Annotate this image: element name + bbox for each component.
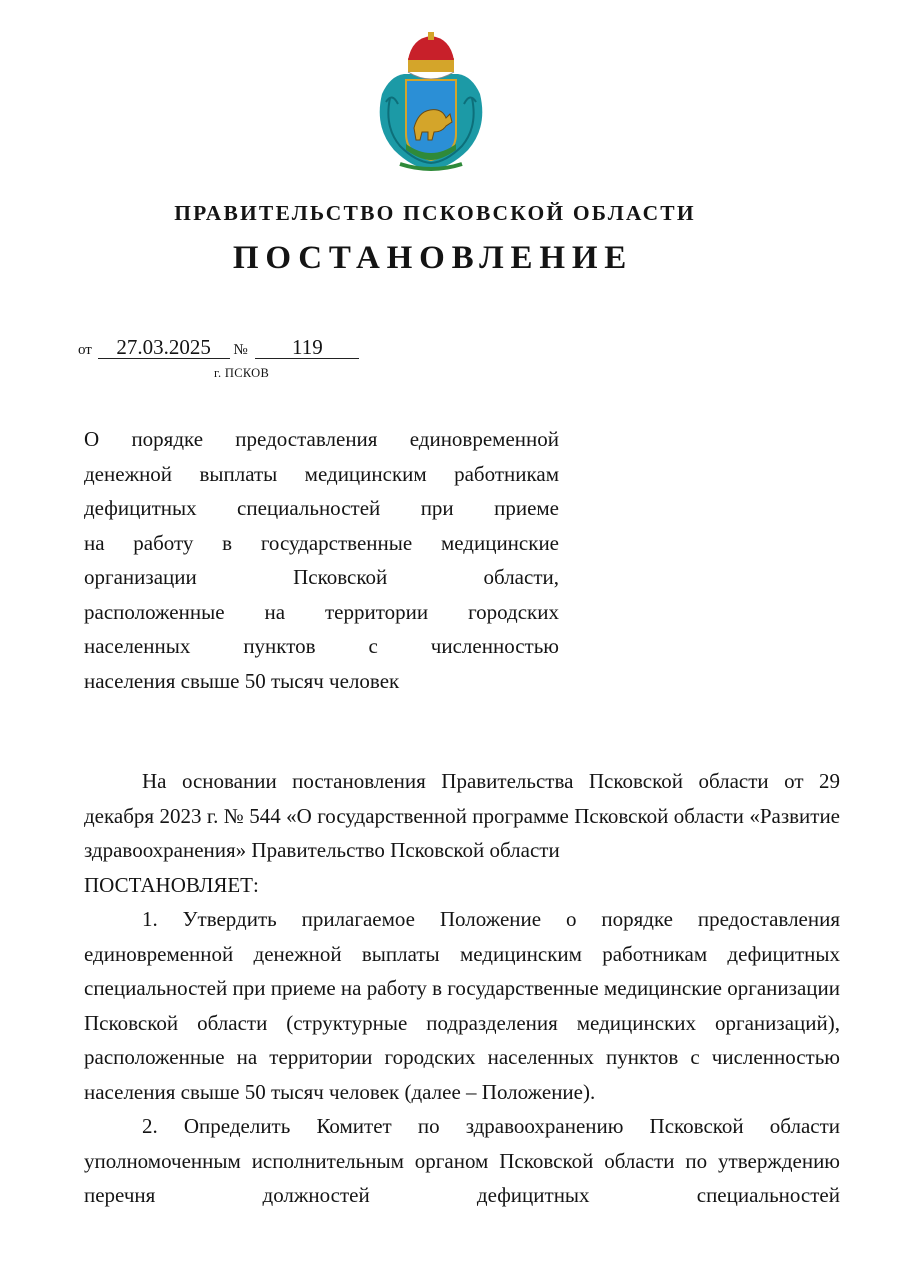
- document-subject: [84, 422, 559, 698]
- date-number-line: [78, 336, 359, 359]
- document-number: 119: [255, 336, 359, 359]
- subject-line: населения свыше 50 тысяч человек: [84, 668, 400, 693]
- city: г. ПСКОВ: [214, 366, 270, 380]
- subject-line: на работу в государственные медицинские: [84, 530, 559, 555]
- item-2-paragraph: 2. Определить Комитет по здравоохранению Псковской области уполномоченным исполнительным органом Псковской области по утверждению перечня должностей дефицитных специальностей: [84, 1114, 840, 1207]
- document-body: [84, 764, 840, 1213]
- from-label: от: [78, 342, 92, 358]
- number-label: №: [233, 342, 248, 358]
- subject-line: дефицитных специальностей при приеме: [84, 496, 559, 520]
- subject-line: денежной выплаты медицинским работникам: [84, 461, 559, 486]
- government-title: ПРАВИТЕЛЬСТВО ПСКОВСКОЙ ОБЛАСТИ: [174, 201, 696, 225]
- subject-line: расположенные на территории городских: [84, 599, 559, 624]
- subject-line: населенных пунктов с численностью: [84, 634, 559, 658]
- subject-line: О порядке предоставления единовременной: [84, 427, 559, 451]
- subject-line: организации Псковской области,: [84, 565, 559, 589]
- decree-word: ПОСТАНОВЛЯЕТ:: [84, 872, 259, 897]
- document-type: ПОСТАНОВЛЕНИЕ: [232, 240, 634, 276]
- item-1-paragraph: 1. Утвердить прилагаемое Положение о порядке предоставления единовременной денежной выплаты медицинским работникам дефицитных специальностей при приеме на работу в государственные медицинские организации Псковской области (структурные подразделения медицинских организаций), расположенные на территории городских населенных пунктов с численностью населения свыше 50 тысяч человек (далее – Положение).: [84, 907, 840, 1104]
- coat-of-arms-emblem: [372, 32, 490, 172]
- document-date: 27.03.2025: [98, 336, 230, 359]
- preamble-paragraph: На основании постановления Правительства Псковской области от 29 декабря 2023 г. № 544 «О государственной программе Псковской области «Развитие здравоохранения» Правительство Псковской области: [84, 769, 840, 862]
